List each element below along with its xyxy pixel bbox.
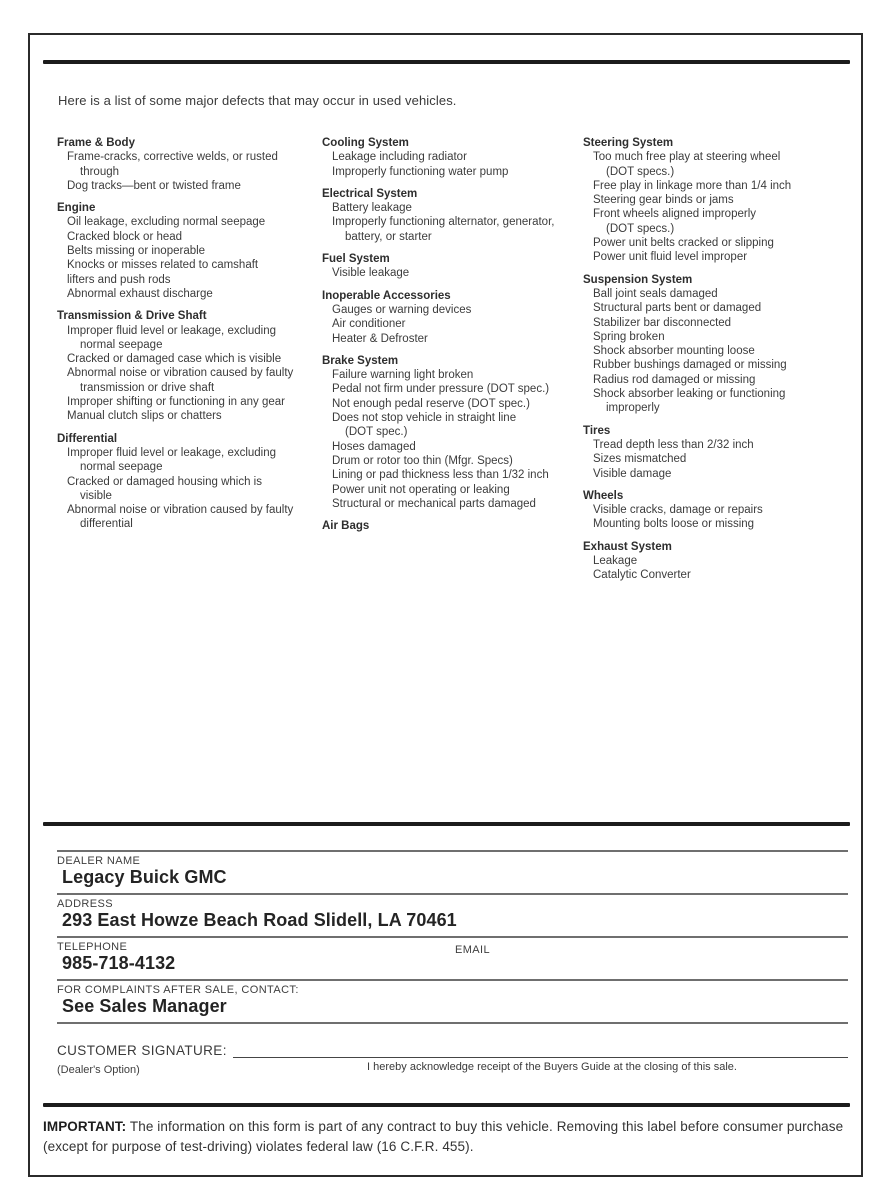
defect-line: Cracked block or head	[67, 230, 183, 243]
defect-line: Drum or rotor too thin (Mfgr. Specs)	[332, 454, 513, 467]
defect-line: Belts missing or inoperable	[67, 245, 206, 258]
defect-line: Power unit belts cracked or slipping	[593, 237, 774, 250]
defect-section-heading: Frame & Body	[57, 137, 135, 149]
defect-section-heading: Fuel System	[322, 253, 390, 266]
defect-line: visible	[80, 489, 112, 502]
defect-section-heading: Steering System	[583, 137, 674, 149]
top-divider-rule	[43, 60, 850, 64]
defect-line: Oil leakage, excluding normal seepage	[67, 216, 266, 229]
complaints-label: FOR COMPLAINTS AFTER SALE, CONTACT:	[57, 984, 299, 996]
defect-line: Power unit not operating or leaking	[332, 483, 510, 496]
defect-line: Spring broken	[593, 330, 665, 343]
defect-line: Structural parts bent or damaged	[593, 302, 762, 315]
defect-line: normal seepage	[80, 461, 163, 474]
defect-section-heading: Air Bags	[322, 520, 370, 533]
defect-line: Leakage	[593, 555, 638, 568]
defect-line: Cracked or damaged housing which is	[67, 475, 262, 488]
defect-line: (DOT specs.)	[606, 165, 675, 178]
defect-line: Abnormal noise or vibration caused by faulty	[67, 367, 294, 380]
defect-line: Catalytic Converter	[593, 569, 691, 582]
signature-line	[233, 1045, 848, 1058]
defect-line: Tread depth less than 2/32 inch	[593, 438, 754, 451]
defect-section-heading: Engine	[57, 202, 96, 215]
defect-line: Improperly functioning alternator, generator,	[332, 216, 555, 229]
defect-section-heading: Cooling System	[322, 137, 409, 149]
defect-line: Visible damage	[593, 467, 672, 480]
defect-line: Front wheels aligned improperly	[593, 208, 756, 221]
defect-line: Gauges or warning devices	[332, 303, 472, 316]
defect-line: Air conditioner	[332, 318, 406, 331]
dealers-option-note: (Dealer's Option)	[57, 1064, 140, 1076]
defect-line: Failure warning light broken	[332, 369, 474, 382]
email-label: EMAIL	[455, 944, 491, 956]
defect-line: Steering gear binds or jams	[593, 194, 734, 207]
defect-section-heading: Brake System	[322, 354, 399, 367]
important-notice	[43, 1117, 849, 1156]
defect-line: Mounting bolts loose or missing	[593, 518, 755, 531]
middle-divider-rule	[43, 822, 850, 826]
defect-line: (DOT specs.)	[606, 222, 675, 235]
dealer-name-row	[57, 850, 848, 893]
intro-text: Here is a list of some major defects that may occur in used vehicles.	[58, 93, 457, 108]
defect-section-heading: Transmission & Drive Shaft	[57, 310, 207, 323]
complaints-value: See Sales Manager	[62, 996, 227, 1016]
defect-line: Dog tracks—bent or twisted frame	[67, 179, 241, 192]
defect-line: Lining or pad thickness less than 1/32 inch	[332, 469, 549, 482]
defect-section-heading: Inoperable Accessories	[322, 289, 451, 302]
defect-line: Shock absorber leaking or functioning	[593, 388, 786, 401]
defect-line: Not enough pedal reserve (DOT spec.)	[332, 397, 530, 410]
defects-column-left	[57, 136, 319, 532]
defect-line: differential	[80, 518, 133, 531]
defect-line: through	[80, 165, 120, 178]
defect-line: (DOT spec.)	[345, 426, 408, 439]
defect-line: Improper fluid level or leakage, excluding	[67, 324, 277, 337]
defect-line: battery, or starter	[345, 230, 432, 243]
defect-line: lifters and push rods	[67, 273, 171, 286]
defect-line: Does not stop vehicle in straight line	[332, 412, 517, 425]
dealer-info-section	[57, 850, 848, 1076]
defect-line: Leakage including radiator	[332, 151, 467, 164]
defect-line: Visible leakage	[332, 267, 410, 280]
defect-line: Power unit fluid level improper	[593, 251, 748, 264]
defect-section-heading: Tires	[583, 424, 611, 437]
form-outer-border	[28, 33, 863, 1177]
complaints-bottom-line	[57, 1022, 848, 1024]
defect-line: transmission or drive shaft	[80, 381, 215, 394]
acknowledgment-text: I hereby acknowledge receipt of the Buyers Guide at the closing of this sale.	[367, 1061, 737, 1073]
important-label: IMPORTANT:	[43, 1119, 127, 1134]
defect-line: Improper shifting or functioning in any gear	[67, 396, 285, 409]
defect-line: Shock absorber mounting loose	[593, 345, 755, 358]
defect-line: Pedal not firm under pressure (DOT spec.)	[332, 383, 550, 396]
defect-section-heading: Wheels	[583, 489, 624, 502]
telephone-label: TELEPHONE	[57, 941, 128, 953]
address-row	[57, 893, 848, 936]
defect-line: Knocks or misses related to camshaft	[67, 259, 259, 272]
defect-line: Rubber bushings damaged or missing	[593, 359, 787, 372]
defect-section-heading: Electrical System	[322, 187, 418, 200]
defect-line: Ball joint seals damaged	[593, 287, 718, 300]
defects-column-middle	[322, 136, 584, 533]
address-label: ADDRESS	[57, 898, 113, 910]
address-value: 293 East Howze Beach Road Slidell, LA 70461	[62, 910, 457, 930]
customer-signature-label: CUSTOMER SIGNATURE:	[57, 1043, 227, 1058]
defect-line: Visible cracks, damage or repairs	[593, 504, 763, 517]
defect-line: Manual clutch slips or chatters	[67, 410, 222, 423]
defect-line: Sizes mismatched	[593, 453, 687, 466]
signature-block	[57, 1043, 848, 1076]
defect-section-heading: Differential	[57, 432, 118, 445]
defects-column-right	[583, 136, 845, 583]
defect-section-heading: Suspension System	[583, 273, 693, 286]
defect-line: Improperly functioning water pump	[332, 165, 509, 178]
defect-line: Too much free play at steering wheel	[593, 151, 781, 164]
defect-section-heading: Exhaust System	[583, 540, 672, 553]
important-text: The information on this form is part of any contract to buy this vehicle. Removing this label before consumer purchase (except for purpose of test-driving) violates federal law (16 C.F.R. 455).	[43, 1119, 844, 1154]
telephone-value: 985-718-4132	[62, 953, 176, 973]
defect-line: Improper fluid level or leakage, excluding	[67, 446, 277, 459]
defect-line: Structural or mechanical parts damaged	[332, 497, 536, 510]
defect-line: Hoses damaged	[332, 440, 416, 453]
telephone-email-row	[57, 936, 848, 979]
dealer-name-label: DEALER NAME	[57, 855, 141, 867]
defect-line: Cracked or damaged case which is visible	[67, 353, 282, 366]
bottom-divider-rule	[43, 1103, 850, 1107]
complaints-row	[57, 979, 848, 1022]
defect-line: Battery leakage	[332, 202, 412, 215]
defect-line: Stabilizer bar disconnected	[593, 316, 732, 329]
defect-line: Free play in linkage more than 1/4 inch	[593, 179, 792, 192]
defect-line: Heater & Defroster	[332, 332, 428, 345]
defect-line: normal seepage	[80, 338, 163, 351]
defect-line: Abnormal exhaust discharge	[67, 287, 213, 300]
defect-line: Radius rod damaged or missing	[593, 373, 756, 386]
defect-line: Frame-cracks, corrective welds, or rusted	[67, 151, 278, 164]
defect-line: improperly	[606, 402, 660, 415]
dealer-name-value: Legacy Buick GMC	[62, 867, 227, 887]
defect-line: Abnormal noise or vibration caused by faulty	[67, 504, 294, 517]
